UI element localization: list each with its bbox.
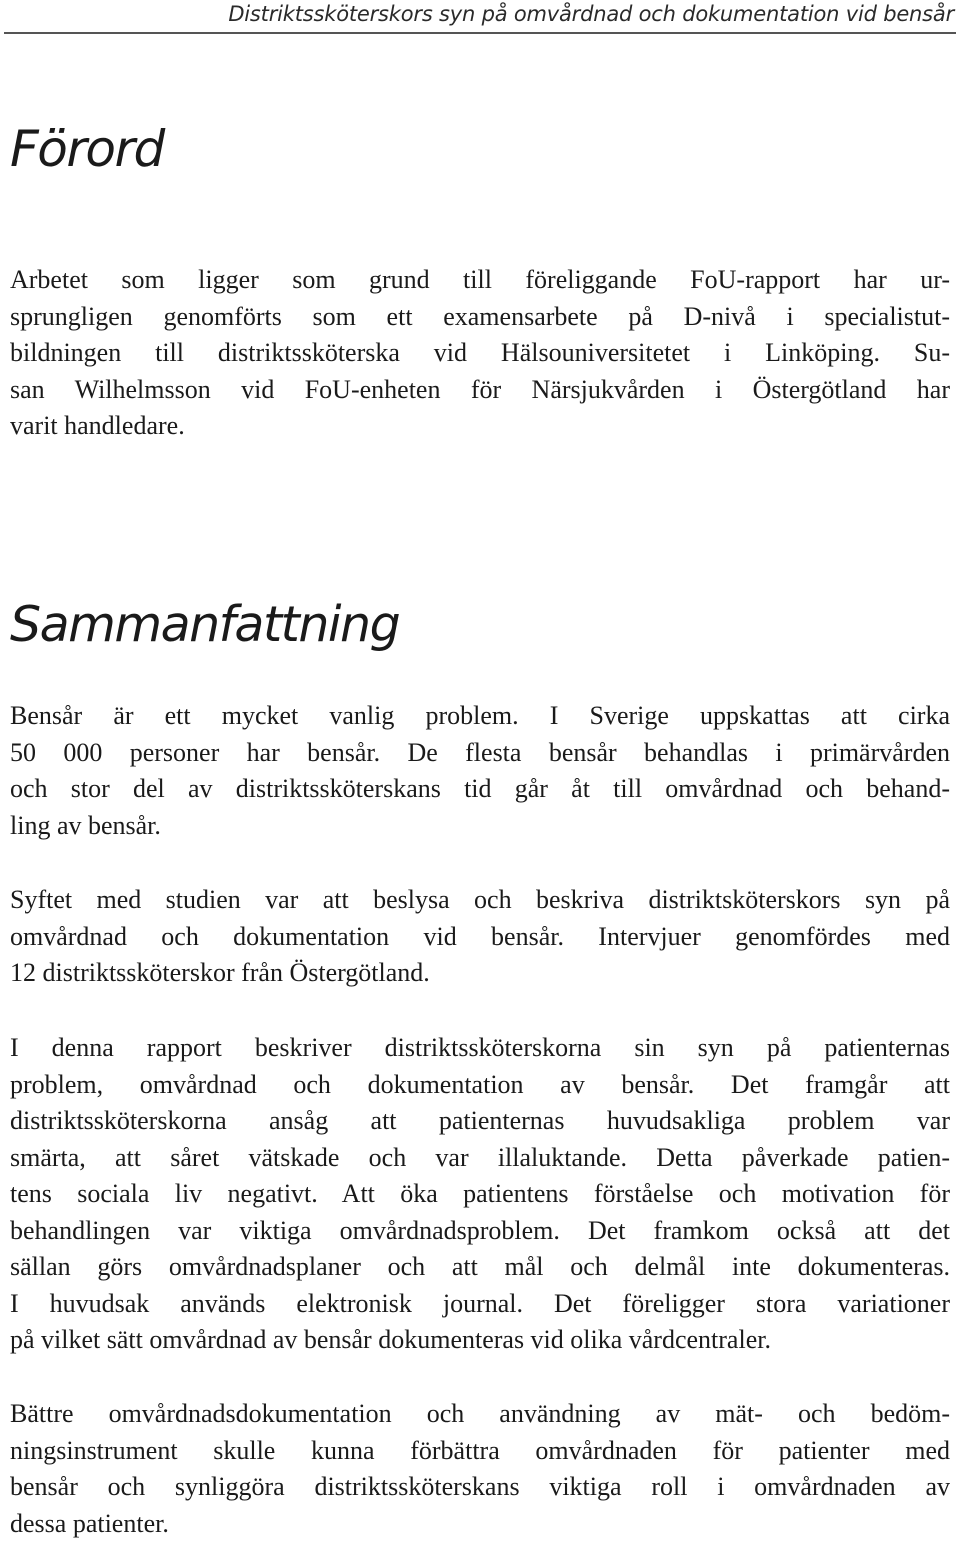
paragraph-line: tens sociala liv negativt. Att öka patientens förståelse och motivation för — [10, 1179, 950, 1208]
paragraph-line: I huvudsak används elektronisk journal. Det föreligger stora variationer — [10, 1288, 950, 1318]
sammanfattning-paragraph-1 — [10, 698, 950, 844]
paragraph-line: Bensår är ett mycket vanlig problem. I Sverige uppskattas att cirka — [10, 701, 950, 730]
paragraph-line: och stor del av distriktssköterskans tid går åt till omvårdnad och behand- — [10, 774, 950, 803]
paragraph-line: I denna rapport beskriver distriktssköterskorna sin syn på patienternas — [10, 1033, 950, 1062]
forord-heading: Förord — [10, 120, 164, 178]
paragraph-line: omvårdnad och dokumentation vid bensår. Intervjuer genomfördes med — [10, 921, 950, 951]
sammanfattning-paragraph-3 — [10, 1030, 950, 1359]
paragraph-line: Bättre omvårdnadsdokumentation och användning av mät- och bedöm- — [10, 1399, 950, 1428]
paragraph-line: dessa patienter. — [10, 1508, 169, 1538]
paragraph-line: san Wilhelmsson vid FoU-enheten för Närsjukvården i Östergötland har — [10, 374, 950, 404]
paragraph-line: ling av bensår. — [10, 810, 161, 840]
paragraph-line: problem, omvårdnad och dokumentation av bensår. Det framgår att — [10, 1069, 950, 1099]
paragraph-line: bensår och synliggöra distriktssköterskans viktiga roll i omvårdnaden av — [10, 1472, 950, 1501]
paragraph-line: på vilket sätt omvårdnad av bensår dokumenteras vid olika vårdcentraler. — [10, 1325, 771, 1354]
paragraph-line: 50 000 personer har bensår. De flesta bensår behandlas i primärvården — [10, 737, 950, 767]
paragraph-line: smärta, att såret vätskade och var illaluktande. Detta påverkade patien- — [10, 1142, 950, 1172]
paragraph-line: sällan görs omvårdnadsplaner och att mål och delmål inte dokumenteras. — [10, 1252, 950, 1281]
paragraph-line: 12 distriktssköterskor från Östergötland. — [10, 958, 430, 987]
paragraph-line: distriktssköterskorna ansåg att patienternas huvudsakliga problem var — [10, 1106, 950, 1135]
paragraph-line: ningsinstrument skulle kunna förbättra omvårdnaden för patienter med — [10, 1435, 950, 1465]
paragraph-line: behandlingen var viktiga omvårdnadsproblem. Det framkom också att det — [10, 1215, 950, 1245]
running-header-title: Distriktssköterskors syn på omvårdnad och dokumentation vid bensår — [228, 2, 954, 26]
paragraph-line: Arbetet som ligger som grund till föreliggande FoU-rapport har ur- — [10, 265, 950, 294]
paragraph-line: Syftet med studien var att beslysa och beskriva distriktsköterskors syn på — [10, 885, 950, 914]
sammanfattning-paragraph-2 — [10, 882, 950, 992]
paragraph-line: varit handledare. — [10, 411, 185, 440]
forord-paragraph — [10, 262, 950, 445]
sammanfattning-heading: Sammanfattning — [10, 596, 400, 653]
paragraph-line: sprungligen genomförts som ett examensarbete på D-nivå i specialistut- — [10, 301, 950, 331]
header-divider — [4, 32, 956, 34]
paragraph-line: bildningen till distriktssköterska vid Hälsouniversitetet i Linköping. Su- — [10, 338, 950, 367]
sammanfattning-paragraph-4 — [10, 1396, 950, 1542]
